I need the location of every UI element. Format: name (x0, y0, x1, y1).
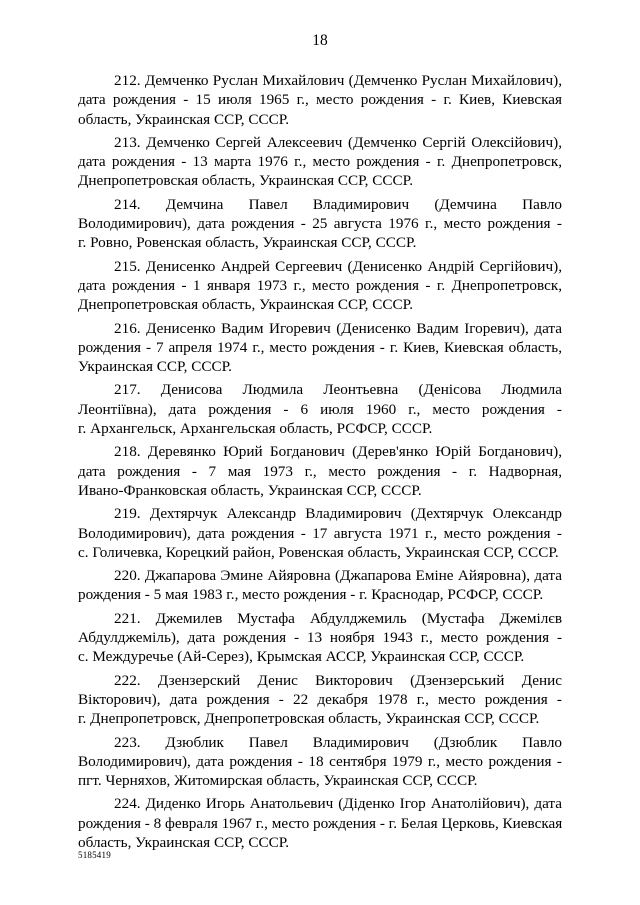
entry-line: Вікторович), дата рождения - 22 декабря 1978 г., место рождения - (78, 690, 562, 708)
entry-line: рождения - 7 апреля 1974 г., место рождения - г. Киев, Киевская область, (78, 338, 562, 356)
entry-line: Абдулджеміль), дата рождения - 13 ноября 1943 г., место рождения - (78, 629, 562, 647)
entry-line: дата рождения - 15 июля 1965 г., место рождения - г. Киев, Киевская (78, 91, 562, 109)
entry-line: дата рождения - 13 марта 1976 г., место рождения - г. Днепропетровск, (78, 153, 562, 171)
list-item (78, 195, 562, 253)
entry-line: область, Украинская ССР, СССР. (78, 833, 290, 851)
entry-line: 215. Денисенко Андрей Сергеевич (Денисенко Андрій Сергійович), (114, 257, 562, 275)
list-item (78, 319, 562, 377)
entry-line: рождения - 8 февраля 1967 г., место рождения - г. Белая Церковь, Киевская (78, 814, 563, 832)
entry-line: г. Ровно, Ровенская область, Украинская ССР, СССР. (78, 234, 417, 252)
entry-line: Ивано-Франковская область, Украинская ССР, СССР. (78, 481, 422, 499)
entry-line: дата рождения - 7 мая 1973 г., место рождения - г. Надворная, (78, 462, 562, 480)
entry-line: 221. Джемилев Мустафа Абдулджемиль (Мустафа Джемілєв (114, 609, 562, 627)
entry-line: г. Архангельск, Архангельская область, РСФСР, СССР. (78, 420, 433, 438)
entry-line: с. Междуречье (Ай-Серез), Крымская АССР, Украинская ССР, СССР. (78, 648, 525, 666)
entry-line: область, Украинская ССР, СССР. (78, 110, 290, 128)
list-item (78, 380, 562, 438)
entry-line: 222. Дзензерский Денис Викторович (Дзензерський Денис (114, 671, 562, 689)
list-item (78, 133, 562, 191)
entry-line: рождения - 5 мая 1983 г., место рождения - г. Краснодар, РСФСР, СССР. (78, 586, 544, 604)
entries-list (78, 71, 562, 856)
entry-line: Володимирович), дата рождения - 18 сентября 1979 г., место рождения - (78, 752, 562, 770)
entry-line: Днепропетровская область, Украинская ССР, СССР. (78, 172, 414, 190)
entry-line: Днепропетровская область, Украинская ССР, СССР. (78, 296, 414, 314)
entry-line: г. Днепропетровск, Днепропетровская область, Украинская ССР, СССР. (78, 710, 540, 728)
entry-line: 224. Диденко Игорь Анатольевич (Діденко Ігор Анатолійович), дата (114, 795, 562, 813)
list-item (78, 504, 562, 562)
entry-line: 217. Денисова Людмила Леонтьевна (Денісова Людмила (114, 381, 562, 399)
entry-line: 220. Джапарова Эмине Айяровна (Джапарова Еміне Айяровна), дата (114, 567, 562, 585)
document-code: 5185419 (78, 850, 111, 860)
entry-line: 216. Денисенко Вадим Игоревич (Денисенко Вадим Ігоревич), дата (114, 319, 562, 337)
entry-line: 219. Дехтярчук Александр Владимирович (Дехтярчук Олександр (114, 505, 562, 523)
list-item (78, 794, 562, 852)
entry-line: 214. Демчина Павел Владимирович (Демчина Павло (114, 195, 562, 213)
list-item (78, 671, 562, 729)
list-item (78, 733, 562, 791)
list-item (78, 71, 562, 129)
entry-line: Володимирович), дата рождения - 17 августа 1971 г., место рождения - (78, 524, 562, 542)
entry-line: дата рождения - 1 января 1973 г., место рождения - г. Днепропетровск, (78, 276, 562, 294)
list-item (78, 609, 562, 667)
entry-line: с. Голичевка, Корецкий район, Ровенская область, Украинская ССР, СССР. (78, 543, 559, 561)
entry-line: Володимирович), дата рождения - 25 августа 1976 г., место рождения - (78, 215, 562, 233)
page-number: 18 (312, 32, 328, 49)
entry-line: 218. Деревянко Юрий Богданович (Дерев'янко Юрій Богданович), (114, 443, 562, 461)
list-item (78, 442, 562, 500)
entry-line: 213. Демченко Сергей Алексеевич (Демченко Сергій Олексійович), (114, 133, 562, 151)
list-item (78, 566, 562, 605)
entry-line: Украинская ССР, СССР. (78, 358, 232, 376)
entry-line: пгт. Черняхов, Житомирская область, Украинская ССР, СССР. (78, 772, 478, 790)
list-item (78, 257, 562, 315)
entry-line: Леонтіївна), дата рождения - 6 июля 1960 г., место рождения - (78, 400, 562, 418)
entry-line: 212. Демченко Руслан Михайлович (Демченко Руслан Михайлович), (114, 72, 562, 89)
entry-line: 223. Дзюблик Павел Владимирович (Дзюблик Павло (114, 733, 562, 751)
